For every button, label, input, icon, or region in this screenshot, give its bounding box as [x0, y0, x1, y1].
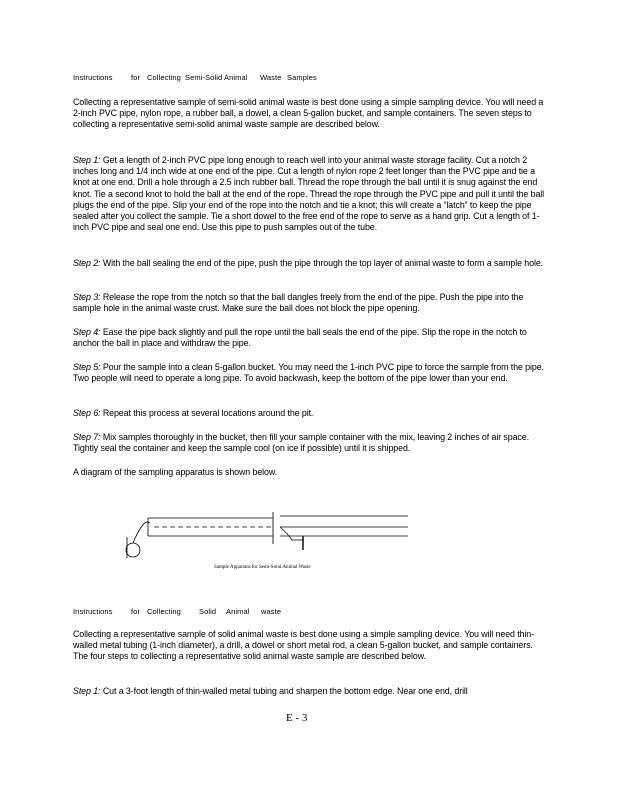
semisolid-step-7	[73, 432, 549, 454]
step-label: Step 4:	[73, 327, 101, 337]
section-heading-solid	[73, 607, 281, 616]
heading-word: waste	[261, 607, 282, 616]
step-label: Step 2:	[73, 258, 101, 268]
semisolid-step-5	[73, 362, 549, 384]
rope-loop	[133, 522, 150, 543]
step-text: Repeat this process at several locations around the pit.	[102, 408, 314, 418]
heading-word: Semi-Solid	[185, 73, 223, 82]
heading-word: Collecting	[147, 73, 181, 82]
step-text: With the ball sealing the end of the pipe, push the pipe through the top layer of animal waste to form a sample hole.	[102, 258, 544, 268]
step-text: Ease the pipe back slightly and pull the rope until the ball seals the end of the pipe. Slip the rope in the notch to anchor the ball in place and withdraw the pipe.	[73, 327, 527, 349]
step-text: Pour the sample into a clean 5-gallon bucket. You may need the 1-inch PVC pipe to force the sample from the pipe. Two people will need to operate a long pipe. To avoid backwash, keep the bottom of the pipe lower than your end.	[73, 362, 544, 384]
step-text: Cut a 3-foot length of thin-walled metal tubing and sharpen the bottom edge. Near one end, drill	[102, 686, 468, 696]
diagram-intro: A diagram of the sampling apparatus is shown below.	[73, 467, 278, 477]
step-text: Get a length of 2-inch PVC pipe long enough to reach well into your animal waste storage facility. Cut a notch 2 inches long and 1/4 inch wide at one end of the pipe. Cut a length of nylon rope 2 feet longer than the PVC pipe and tie a knot at one end. Drill a hole through a 2.5 inch rubber ball. Thread the rope through the ball until it is snug against the end knot. Tie a second knot to hold the ball at the end of the rope. Thread the rope through the PVC pipe and pull it until the ball plugs the end of the pipe. Slip your end of the rope into the notch and tie a knot; this will create a “latch” to keep the pipe sealed after you collect the sample. Tie a short dowel to the free end of the rope to serve as a hand grip. Cut a length of 1-inch PVC pipe and seal one end. Use this pipe to push samples out of the tube.	[73, 155, 545, 233]
step-label: Step 3:	[73, 292, 101, 302]
semisolid-step-1	[73, 155, 549, 233]
solid-step-1	[73, 686, 549, 697]
solid-intro: Collecting a representative sample of solid animal waste is best done using a simple sampling device. You will need thin-walled metal tubing (1-inch diameter), a drill, a dowel or short metal rod, a clean 5-gallon bucket, and sample containers. The four steps to collecting a representative solid animal waste sample are described below.	[73, 629, 535, 662]
section-heading-semisolid	[73, 73, 317, 82]
step-label: Step 7:	[73, 432, 101, 442]
rubber-ball	[126, 543, 140, 557]
rope-end	[280, 527, 304, 540]
step-text: Mix samples thoroughly in the bucket, then fill your sample container with the mix, leaving 2 inches of air space. Tightly seal the container and keep the sample cool (on ice if possible) until it is shipped.	[73, 432, 529, 454]
semisolid-step-6	[73, 408, 549, 419]
heading-word: for	[131, 73, 141, 82]
heading-word: for	[131, 607, 141, 616]
diagram-caption: Sample Apparatus for Semi-Solid Animal Waste	[214, 565, 311, 570]
page-number: E - 3	[286, 712, 308, 724]
heading-word: Animal	[224, 73, 248, 82]
heading-word: Instructions	[73, 607, 113, 616]
step-label: Step 1:	[73, 686, 101, 696]
semisolid-step-2	[73, 258, 549, 269]
heading-word: Collecting	[147, 607, 181, 616]
step-label: Step 1:	[73, 155, 101, 165]
heading-word: Samples	[287, 73, 317, 82]
semisolid-intro: Collecting a representative sample of semi-solid animal waste is best done using a simple sampling device. You will need a 2-inch PVC pipe, nylon rope, a rubber ball, a dowel, a clean 5-gallon bucket, and sample containers. The seven steps to collecting a representative semi-solid animal waste sample are described below.	[73, 97, 544, 130]
semisolid-step-4	[73, 327, 549, 349]
heading-word: Animal	[226, 607, 250, 616]
semisolid-step-3	[73, 292, 549, 314]
heading-word: Waste	[260, 73, 282, 82]
heading-word: Solid	[199, 607, 217, 616]
heading-word: Instructions	[73, 73, 113, 82]
step-label: Step 6:	[73, 408, 101, 418]
pipe-end	[148, 518, 154, 536]
step-label: Step 5:	[73, 362, 101, 372]
step-text: Release the rope from the notch so that the ball dangles freely from the end of the pipe. Push the pipe into the sample hole in the animal waste crust. Make sure the ball does not block the pipe opening.	[73, 292, 524, 314]
